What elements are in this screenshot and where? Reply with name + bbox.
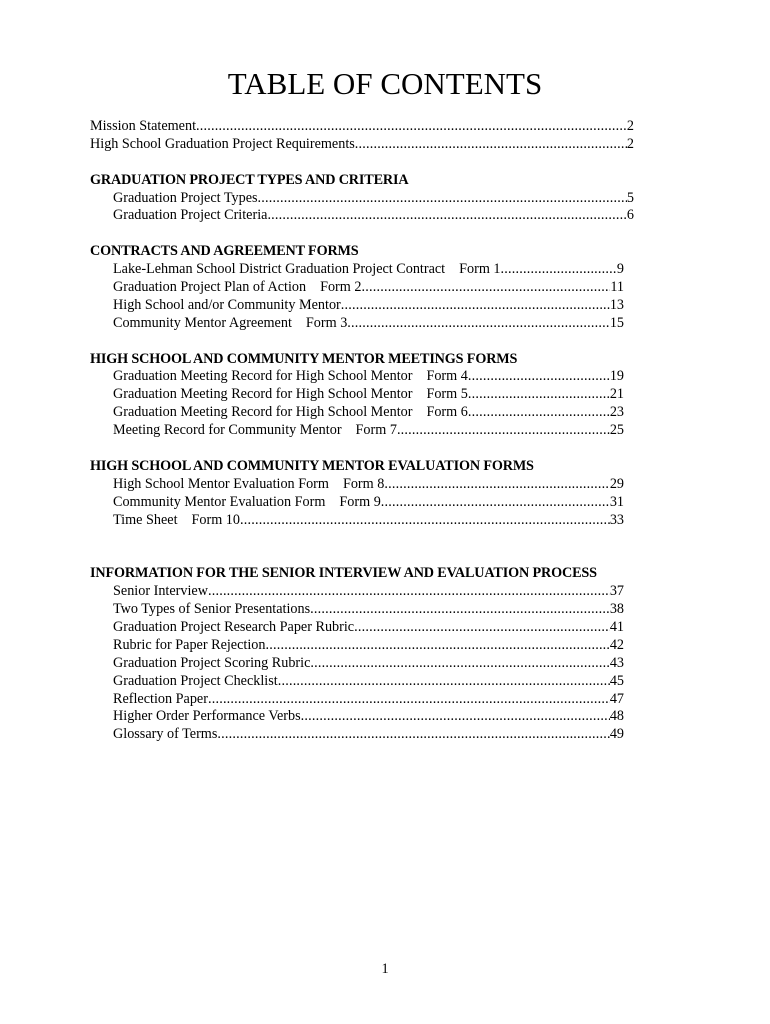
section-heading: HIGH SCHOOL AND COMMUNITY MENTOR MEETINGS FORMS <box>90 350 518 367</box>
dot-leader <box>278 673 610 691</box>
dot-leader <box>265 637 609 655</box>
section-gap <box>90 154 634 172</box>
toc-entry[interactable] <box>90 476 624 494</box>
dot-leader <box>310 601 610 619</box>
toc-entry-label: Graduation Project Plan of Action <box>113 279 307 296</box>
dot-leader <box>208 691 610 709</box>
toc-entry-form: Form 7 <box>355 422 397 439</box>
toc-entry-page: 41 <box>609 618 624 635</box>
toc-entry-page: 45 <box>609 672 624 689</box>
toc-entry-page: 29 <box>609 475 624 492</box>
toc-entry-label: Senior Interview <box>113 583 208 600</box>
dot-leader <box>196 118 627 136</box>
toc-entry[interactable] <box>90 315 624 333</box>
toc-entry-page: 49 <box>609 726 624 743</box>
toc-entry-label: Graduation Meeting Record for High School Mentor <box>113 404 413 421</box>
section-gap <box>90 333 634 351</box>
section-heading: INFORMATION FOR THE SENIOR INTERVIEW AND EVALUATION PROCESS <box>90 565 597 582</box>
toc-entry[interactable] <box>90 619 624 637</box>
toc-entry-page: 23 <box>609 404 624 421</box>
table-of-contents <box>90 118 634 744</box>
toc-entry-page: 48 <box>609 708 624 725</box>
toc-entry[interactable] <box>90 190 634 208</box>
dot-leader <box>381 494 610 512</box>
toc-entry-page: 9 <box>616 261 624 278</box>
toc-entry-label: Reflection Paper <box>113 690 208 707</box>
dot-leader <box>267 207 626 225</box>
toc-entry-label: Graduation Project Types <box>113 189 258 206</box>
section-heading: CONTRACTS AND AGREEMENT FORMS <box>90 243 359 260</box>
dot-leader <box>341 297 610 315</box>
toc-entry-label: Meeting Record for Community Mentor <box>113 422 342 439</box>
dot-leader <box>384 476 609 494</box>
section-heading: HIGH SCHOOL AND COMMUNITY MENTOR EVALUATION FORMS <box>90 457 534 474</box>
toc-entry-form: Form 10 <box>191 511 240 528</box>
toc-entry[interactable] <box>90 691 624 709</box>
toc-entry-label: Community Mentor Evaluation Form <box>113 493 326 510</box>
dot-leader <box>468 386 610 404</box>
toc-entry[interactable] <box>90 673 624 691</box>
section-heading: GRADUATION PROJECT TYPES AND CRITERIA <box>90 171 409 188</box>
dot-leader <box>258 190 627 208</box>
toc-entry-page: 33 <box>609 511 624 528</box>
toc-entry-label: Lake-Lehman School District Graduation Project Contract <box>113 261 446 278</box>
section-gap <box>90 225 634 243</box>
toc-entry-label: Graduation Meeting Record for High School Mentor <box>113 368 413 385</box>
dot-leader <box>355 136 627 154</box>
toc-entry-form: Form 6 <box>426 404 468 421</box>
toc-entry-label: Rubric for Paper Rejection <box>113 636 266 653</box>
toc-entry-label: Graduation Project Checklist <box>113 672 278 689</box>
toc-entry[interactable] <box>90 655 624 673</box>
toc-entry-label: Time Sheet <box>113 511 178 528</box>
dot-leader <box>468 404 610 422</box>
toc-entry[interactable] <box>90 207 634 225</box>
dot-leader <box>468 368 610 386</box>
toc-entry-label: Graduation Project Research Paper Rubric <box>113 618 355 635</box>
toc-entry[interactable] <box>90 494 624 512</box>
toc-entry-label: Graduation Project Criteria <box>113 207 268 224</box>
toc-entry-form: Form 1 <box>459 261 501 278</box>
toc-entry-requirements[interactable] <box>90 136 634 154</box>
dot-leader <box>240 512 610 530</box>
toc-entry-mission-statement[interactable] <box>90 118 634 136</box>
toc-entry-page: 21 <box>609 386 624 403</box>
section-gap <box>90 440 634 458</box>
toc-entry[interactable] <box>90 368 624 386</box>
toc-entry-page: 43 <box>609 654 624 671</box>
toc-entry-label: Glossary of Terms <box>113 726 218 743</box>
page-number: 1 <box>381 961 389 977</box>
toc-entry[interactable] <box>90 601 624 619</box>
page-title: TABLE OF CONTENTS <box>227 66 543 101</box>
toc-entry-page: 19 <box>609 368 624 385</box>
toc-entry-page: 25 <box>609 422 624 439</box>
toc-entry-page: 31 <box>609 493 624 510</box>
toc-entry-page: 47 <box>609 690 624 707</box>
toc-entry-page: 5 <box>626 189 634 206</box>
toc-entry-page: 2 <box>626 135 634 152</box>
toc-entry-form: Form 3 <box>305 314 348 331</box>
dot-leader <box>208 583 610 601</box>
toc-entry-page: 15 <box>609 314 624 331</box>
dot-leader <box>354 619 610 637</box>
toc-entry-page: 38 <box>609 601 624 618</box>
dot-leader <box>361 279 610 297</box>
toc-entry[interactable] <box>90 637 624 655</box>
toc-entry-label: Higher Order Performance Verbs <box>113 708 301 725</box>
toc-entry-label: Community Mentor Agreement <box>113 314 292 331</box>
section-gap <box>90 529 634 565</box>
toc-entry-label: Two Types of Senior Presentations <box>113 601 311 618</box>
toc-entry[interactable] <box>90 279 624 297</box>
toc-entry[interactable] <box>90 583 624 601</box>
toc-entry-page: 42 <box>609 636 624 653</box>
toc-entry[interactable] <box>90 297 624 315</box>
toc-entry-page: 13 <box>609 296 624 313</box>
toc-entry-label: High School Graduation Project Requirements <box>90 135 355 152</box>
toc-entry-page: 6 <box>626 207 634 224</box>
toc-entry-page: 11 <box>610 279 624 296</box>
dot-leader <box>347 315 610 333</box>
toc-entry-form: Form 5 <box>426 386 468 403</box>
toc-entry[interactable] <box>90 404 624 422</box>
dot-leader <box>397 422 610 440</box>
toc-entry[interactable] <box>90 512 624 530</box>
toc-entry-label: High School and/or Community Mentor <box>113 296 341 313</box>
dot-leader <box>301 708 610 726</box>
dot-leader <box>310 655 609 673</box>
toc-entry-page: 2 <box>626 118 634 134</box>
toc-entry-label: Graduation Meeting Record for High School Mentor <box>113 386 413 403</box>
toc-entry-label: Graduation Project Scoring Rubric <box>113 654 311 671</box>
toc-entry[interactable] <box>90 708 624 726</box>
toc-entry-form: Form 4 <box>426 368 468 385</box>
dot-leader <box>501 261 617 279</box>
toc-entry[interactable] <box>90 726 624 744</box>
toc-entry[interactable] <box>90 261 624 279</box>
toc-entry-form: Form 8 <box>342 475 385 492</box>
dot-leader <box>217 726 609 744</box>
toc-entry-form: Form 2 <box>320 279 362 296</box>
toc-entry[interactable] <box>90 422 624 440</box>
toc-entry-label: High School Mentor Evaluation Form <box>113 475 329 492</box>
toc-entry[interactable] <box>90 386 624 404</box>
toc-entry-page: 37 <box>609 583 624 600</box>
toc-entry-label: Mission Statement <box>90 118 197 134</box>
toc-entry-form: Form 9 <box>339 493 381 510</box>
